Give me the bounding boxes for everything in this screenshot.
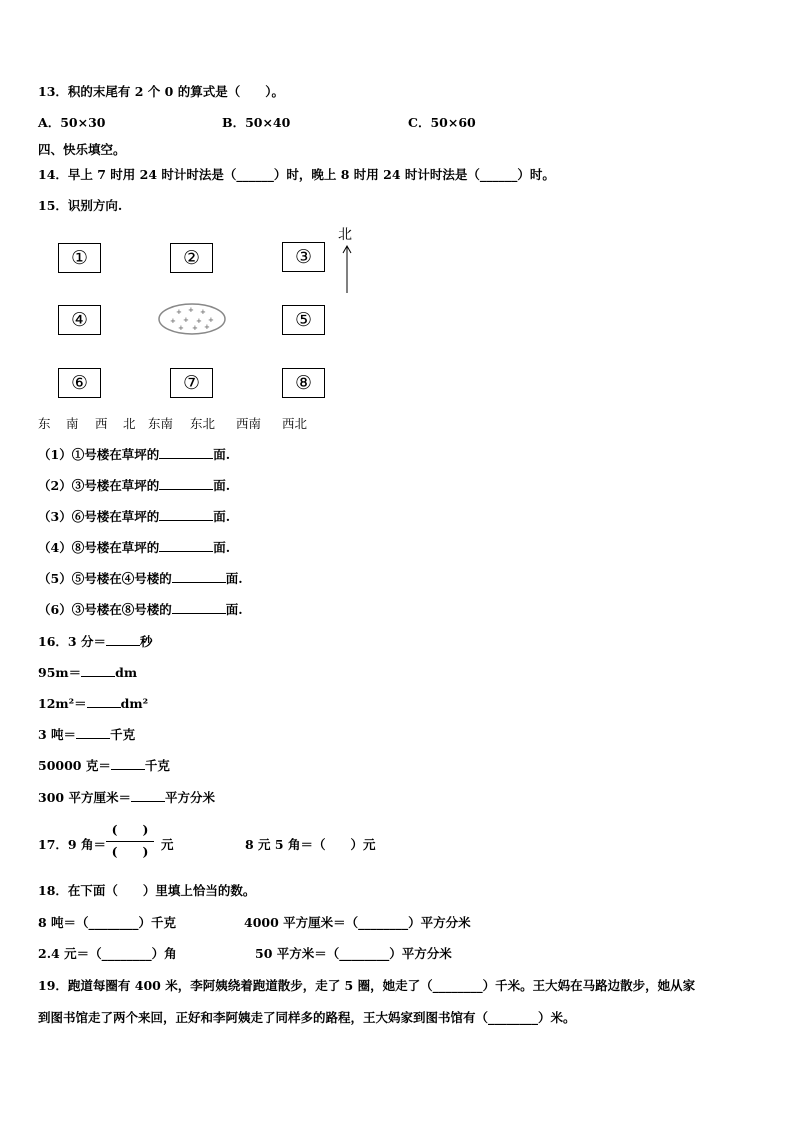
svg-text:+: + xyxy=(200,308,206,316)
svg-text:+: + xyxy=(192,324,198,332)
q13-option-a: A．50×30 xyxy=(38,115,106,130)
answer-blank[interactable] xyxy=(159,489,213,490)
sub-text: ①号楼在草坪的 xyxy=(71,447,160,462)
q16-line-2 xyxy=(38,665,137,681)
q15-sub-1 xyxy=(38,447,230,463)
answer-blank[interactable] xyxy=(76,738,110,739)
answer-blank[interactable] xyxy=(111,769,145,770)
building-6: ⑥ xyxy=(58,368,101,398)
sub-suffix: 面. xyxy=(213,509,231,524)
sub-suffix: 面. xyxy=(225,571,243,586)
answer-blank[interactable] xyxy=(159,458,213,459)
building-3: ③ xyxy=(282,242,325,272)
fraction-denominator[interactable]: ( ) xyxy=(111,844,149,859)
q19-line-2: 到图书馆走了两个来回，正好和李阿姨走了同样多的路程，王大妈家到图书馆有（________）米。 xyxy=(38,1010,576,1025)
q18-row2-left: 2.4 元＝（________）角 xyxy=(38,946,177,961)
answer-blank[interactable] xyxy=(87,707,121,708)
sub-num: （6） xyxy=(38,602,72,617)
q16-unit: 秒 xyxy=(139,634,153,649)
svg-text:+: + xyxy=(183,316,189,324)
q16-text: 300 平方厘米＝ xyxy=(38,790,131,805)
q16-text: 16．3 分＝ xyxy=(38,634,106,649)
sub-num: （1） xyxy=(38,447,72,462)
q17-part2: 8 元 5 角＝（ ）元 xyxy=(245,837,376,852)
q16-text: 95m＝ xyxy=(38,665,82,680)
q18-row1-right: 4000 平方厘米＝（________）平方分米 xyxy=(244,915,471,930)
q17-part1-suffix: 元 xyxy=(161,837,174,852)
direction-word: 西南 xyxy=(236,416,262,431)
answer-blank[interactable] xyxy=(159,520,213,521)
building-1: ① xyxy=(58,243,101,273)
q18-row2-right: 50 平方米＝（________）平方分米 xyxy=(255,946,452,961)
svg-text:+: + xyxy=(178,324,184,332)
svg-text:+: + xyxy=(196,317,202,325)
q13-option-c: C．50×60 xyxy=(408,115,476,130)
svg-text:+: + xyxy=(170,317,176,325)
direction-word: 西 xyxy=(95,416,108,431)
q16-line-5 xyxy=(38,758,170,774)
north-label: 北 xyxy=(338,227,352,243)
direction-word: 东南 xyxy=(148,416,174,431)
sub-suffix: 面. xyxy=(213,447,231,462)
q16-line-3 xyxy=(38,696,148,712)
svg-text:+: + xyxy=(204,323,210,331)
svg-text:+: + xyxy=(188,306,194,314)
direction-word: 东北 xyxy=(190,416,216,431)
answer-blank[interactable] xyxy=(131,801,165,802)
building-4: ④ xyxy=(58,305,101,335)
q16-text: 3 吨＝ xyxy=(38,727,77,742)
sub-num: （5） xyxy=(38,571,72,586)
sub-suffix: 面. xyxy=(225,602,243,617)
answer-blank[interactable] xyxy=(81,676,115,677)
q15-sub-5 xyxy=(38,571,243,587)
fraction-numerator[interactable]: ( ) xyxy=(111,822,149,837)
direction-word: 北 xyxy=(123,416,136,431)
q18-stem: 18．在下面（ ）里填上恰当的数。 xyxy=(38,883,256,898)
q15-sub-3 xyxy=(38,509,230,525)
north-arrow-icon xyxy=(340,244,354,294)
q17-part1-prefix: 17．9 角＝ xyxy=(38,837,106,852)
q15-sub-2 xyxy=(38,478,230,494)
building-5: ⑤ xyxy=(282,305,325,335)
q16-unit: 千克 xyxy=(110,727,136,742)
sub-num: （2） xyxy=(38,478,72,493)
direction-word: 南 xyxy=(66,416,79,431)
q15-sub-6 xyxy=(38,602,243,618)
answer-blank[interactable] xyxy=(172,582,226,583)
sub-text: ⑧号楼在草坪的 xyxy=(71,540,160,555)
answer-blank[interactable] xyxy=(159,551,213,552)
building-8: ⑧ xyxy=(282,368,325,398)
q17-fraction xyxy=(106,822,154,860)
section-four-heading: 四、快乐填空。 xyxy=(38,142,126,157)
answer-blank[interactable] xyxy=(106,645,140,646)
q16-unit: 平方分米 xyxy=(164,790,215,805)
direction-word: 西北 xyxy=(282,416,308,431)
sub-text: ⑥号楼在草坪的 xyxy=(71,509,160,524)
direction-word: 东 xyxy=(38,416,51,431)
q19-line-1: 19．跑道每圈有 400 米，李阿姨绕着跑道散步，走了 5 圈，她走了（________）千米。王大妈在马路边散步，她从家 xyxy=(38,978,696,993)
q18-row1-left: 8 吨＝（________）千克 xyxy=(38,915,177,930)
svg-text:+: + xyxy=(176,308,182,316)
sub-text: ③号楼在草坪的 xyxy=(71,478,160,493)
answer-blank[interactable] xyxy=(172,613,226,614)
sub-text: ③号楼在⑧号楼的 xyxy=(71,602,172,617)
q16-unit: dm² xyxy=(120,696,149,711)
q16-unit: 千克 xyxy=(144,758,170,773)
sub-text: ⑤号楼在④号楼的 xyxy=(71,571,172,586)
building-7: ⑦ xyxy=(170,368,213,398)
svg-text:+: + xyxy=(208,316,214,324)
q16-text: 50000 克＝ xyxy=(38,758,111,773)
q16-line-4 xyxy=(38,727,135,743)
sub-num: （3） xyxy=(38,509,72,524)
sub-suffix: 面. xyxy=(213,478,231,493)
q16-text: 12m²＝ xyxy=(38,696,87,711)
fraction-bar xyxy=(106,841,154,842)
sub-suffix: 面. xyxy=(213,540,231,555)
q15-stem: 15．识别方向. xyxy=(38,198,123,213)
q16-unit: dm xyxy=(115,665,138,680)
q16-line-6 xyxy=(38,790,215,806)
q16-line-1 xyxy=(38,634,152,650)
lawn-ellipse xyxy=(156,301,228,337)
q13-option-b: B．50×40 xyxy=(222,115,291,130)
q13-stem: 13．积的末尾有 2 个 0 的算式是（ ）。 xyxy=(38,84,284,99)
q15-sub-4 xyxy=(38,540,230,556)
sub-num: （4） xyxy=(38,540,72,555)
building-2: ② xyxy=(170,243,213,273)
q14: 14．早上 7 时用 24 时计时法是（______）时，晚上 8 时用 24 时计时法是（______）时。 xyxy=(38,167,555,182)
